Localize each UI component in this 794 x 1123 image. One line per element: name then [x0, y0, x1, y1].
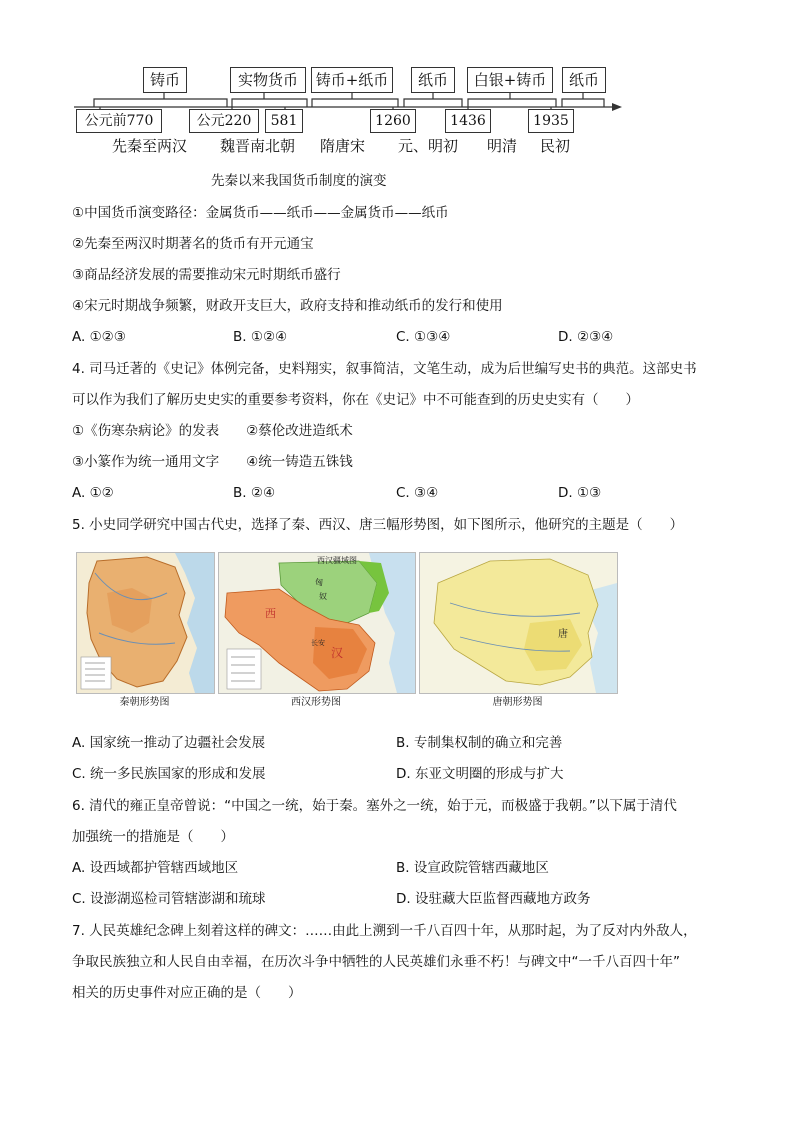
money-type-label: 铸币: [143, 67, 187, 93]
statement: ④宋元时期战争频繁，财政开支巨大，政府支持和推动纸币的发行和使用: [72, 298, 503, 314]
western-han-map: [218, 552, 416, 694]
map-label: 长安: [311, 639, 325, 647]
answer-option-d[interactable]: D. ①③: [558, 485, 602, 501]
answer-option-a[interactable]: A. 设西域都护管辖西域地区: [72, 860, 239, 876]
answer-option-b[interactable]: B. 设宣政院管辖西藏地区: [396, 860, 549, 876]
money-type-label: 纸币: [411, 67, 455, 93]
question-stem: 7. 人民英雄纪念碑上刻着这样的碑文：……由此上溯到一千八百四十年，从那时起，为了反对内外敌人，: [72, 923, 697, 939]
answer-option-b[interactable]: B. ②④: [233, 485, 276, 501]
map-label: 汉: [331, 646, 344, 660]
question-stem: 5. 小史同学研究中国古代史，选择了秦、西汉、唐三幅形势图，如下图所示，他研究的主题是（ ）: [72, 517, 684, 533]
question-stem: 4. 司马迁著的《史记》体例完备，史料翔实，叙事简洁，文笔生动，成为后世编写史书的典范。这部史书: [72, 361, 697, 377]
period-label: 民初: [540, 137, 571, 155]
map-caption: 西汉形势图: [291, 697, 341, 708]
answer-option-a[interactable]: A. ①②③: [72, 329, 126, 345]
map-caption: 唐朝形势图: [492, 697, 543, 708]
period-label: 明清: [487, 137, 518, 155]
year-label: 公元220: [189, 109, 259, 133]
money-type-label: 纸币: [562, 67, 606, 93]
statement: ①中国货币演变路径：金属货币——纸币——金属货币——纸币: [72, 205, 449, 221]
year-label: 公元前770: [76, 109, 162, 133]
period-label: 元、明初: [398, 137, 459, 155]
answer-option-a[interactable]: A. ①②: [72, 485, 114, 501]
question-stem: 6. 清代的雍正皇帝曾说：“中国之一统，始于秦。塞外之一统，始于元，而极盛于我朝。”以下属于清代: [72, 798, 677, 814]
statement: ①《伤寒杂病论》的发表 ②蔡伦改进造纸术: [72, 423, 353, 439]
answer-option-b[interactable]: B. ①②④: [233, 329, 288, 345]
question-stem: 争取民族独立和人民自由幸福，在历次斗争中牺牲的人民英雄们永垂不朽！与碑文中“一千八百四十年”: [72, 954, 680, 970]
map-label: 唐: [558, 629, 568, 640]
map-caption: 秦朝形势图: [119, 697, 170, 708]
question-stem: 相关的历史事件对应正确的是（ ）: [72, 985, 302, 1001]
map-label: 西: [265, 607, 276, 620]
figure-caption: 先秦以来我国货币制度的演变: [211, 173, 387, 189]
statement: ③小篆作为统一通用文字 ④统一铸造五铢钱: [72, 454, 353, 470]
map-label: 奴: [319, 592, 327, 601]
answer-option-a[interactable]: A. 国家统一推动了边疆社会发展: [72, 735, 266, 751]
answer-option-c[interactable]: C. ③④: [396, 485, 439, 501]
answer-option-b[interactable]: B. 专制集权制的确立和完善: [396, 735, 563, 751]
year-label: 1935: [528, 109, 574, 133]
money-type-label: 实物货币: [230, 67, 306, 93]
statement: ③商品经济发展的需要推动宋元时期纸币盛行: [72, 267, 341, 283]
qin-map-drawing: [77, 553, 214, 693]
han-map-drawing: [219, 553, 415, 693]
answer-option-c[interactable]: C. ①③④: [396, 329, 451, 345]
answer-option-d[interactable]: D. 东亚文明圈的形成与扩大: [396, 766, 564, 782]
answer-option-d[interactable]: D. ②③④: [558, 329, 614, 345]
year-label: 1260: [370, 109, 416, 133]
money-type-label: 白银+铸币: [467, 67, 553, 93]
period-label: 隋唐宋: [320, 137, 366, 155]
tang-dynasty-map: [419, 552, 618, 694]
question-stem: 可以作为我们了解历史史实的重要参考资料，你在《史记》中不可能查到的历史史实有（ ）: [72, 392, 639, 408]
answer-option-c[interactable]: C. 设澎湖巡检司管辖澎湖和琉球: [72, 891, 266, 907]
period-label: 魏晋南北朝: [220, 137, 296, 155]
qin-dynasty-map: [76, 552, 215, 694]
map-label: 匈: [315, 578, 323, 587]
tang-map-drawing: [420, 553, 617, 693]
answer-option-c[interactable]: C. 统一多民族国家的形成和发展: [72, 766, 266, 782]
answer-option-d[interactable]: D. 设驻藏大臣监督西藏地方政务: [396, 891, 591, 907]
statement: ②先秦至两汉时期著名的货币有开元通宝: [72, 236, 314, 252]
question-stem: 加强统一的措施是（ ）: [72, 829, 234, 845]
year-label: 581: [265, 109, 303, 133]
period-label: 先秦至两汉: [112, 137, 188, 155]
money-type-label: 铸币+纸币: [311, 67, 393, 93]
year-label: 1436: [445, 109, 491, 133]
map-title: 西汉疆域图: [317, 556, 357, 565]
